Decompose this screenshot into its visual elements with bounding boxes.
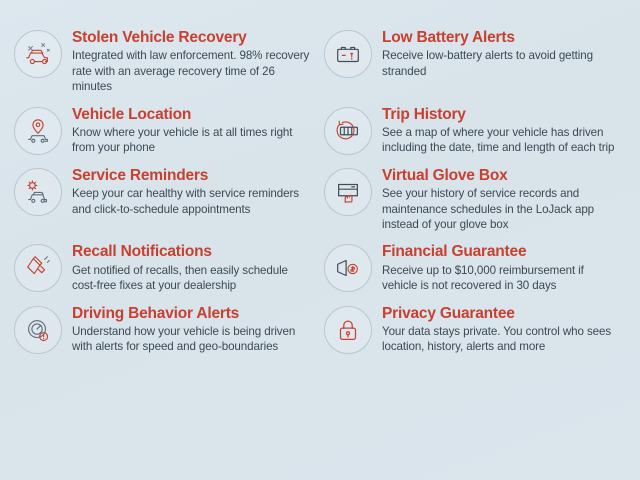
feature-title: Financial Guarantee <box>382 243 527 261</box>
feature-recall-notifications <box>14 242 312 293</box>
feature-description: Integrated with law enforcement. 98% recovery rate with an average recovery time of 26 minutes <box>72 49 310 94</box>
feature-stolen-vehicle-recovery <box>14 28 312 95</box>
features-grid <box>14 28 622 355</box>
recall-notifications-icon <box>14 244 62 292</box>
service-reminders-icon <box>14 168 62 216</box>
stolen-vehicle-recovery-icon <box>14 30 62 78</box>
feature-trip-history <box>324 105 622 156</box>
feature-text <box>72 28 312 95</box>
feature-description: See a map of where your vehicle has driven including the date, time and length of each trip <box>382 125 615 155</box>
feature-low-battery-alerts <box>324 28 622 95</box>
feature-driving-behavior-alerts <box>14 304 312 355</box>
feature-description: Get notified of recalls, then easily schedule cost-free fixes at your dealership <box>72 263 288 293</box>
feature-description: Understand how your vehicle is being driven with alerts for speed and geo-boundaries <box>72 324 296 354</box>
privacy-guarantee-icon <box>324 306 372 354</box>
feature-title: Driving Behavior Alerts <box>72 304 240 322</box>
feature-description: Know where your vehicle is at all times right from your phone <box>72 125 293 155</box>
feature-virtual-glove-box <box>324 166 622 233</box>
low-battery-alerts-icon <box>324 30 372 78</box>
feature-text <box>382 28 622 79</box>
feature-title: Stolen Vehicle Recovery <box>72 29 247 46</box>
feature-description: Receive low-battery alerts to avoid getting stranded <box>382 49 593 78</box>
feature-title: Privacy Guarantee <box>382 304 515 322</box>
feature-title: Virtual Glove Box <box>382 166 508 184</box>
feature-text <box>382 166 622 233</box>
feature-description: Receive up to $10,000 reimbursement if vehicle is not recovered in 30 days <box>382 263 584 293</box>
feature-privacy-guarantee <box>324 304 622 355</box>
virtual-glove-box-icon <box>324 168 372 216</box>
feature-service-reminders <box>14 166 312 233</box>
feature-text <box>72 304 312 355</box>
feature-text <box>72 105 312 156</box>
feature-description: Your data stays private. You control who sees location, history, alerts and more <box>382 324 612 354</box>
feature-text <box>382 242 622 293</box>
feature-description: See your history of service records and maintenance schedules in the LoJack app instead of your glove box <box>382 187 595 231</box>
feature-vehicle-location <box>14 105 312 156</box>
vehicle-location-icon <box>14 107 62 155</box>
feature-title: Low Battery Alerts <box>382 29 515 46</box>
feature-title: Vehicle Location <box>72 105 192 123</box>
financial-guarantee-icon <box>324 244 372 292</box>
feature-description: Keep your car healthy with service reminders and click-to-schedule appointments <box>72 187 299 216</box>
feature-title: Service Reminders <box>72 166 209 184</box>
feature-financial-guarantee <box>324 242 622 293</box>
driving-behavior-alerts-icon <box>14 306 62 354</box>
feature-text <box>382 105 622 156</box>
feature-title: Recall Notifications <box>72 243 212 261</box>
feature-text <box>72 242 312 293</box>
feature-text <box>72 166 312 217</box>
trip-history-icon <box>324 107 372 155</box>
feature-text <box>382 304 622 355</box>
feature-title: Trip History <box>382 105 466 123</box>
